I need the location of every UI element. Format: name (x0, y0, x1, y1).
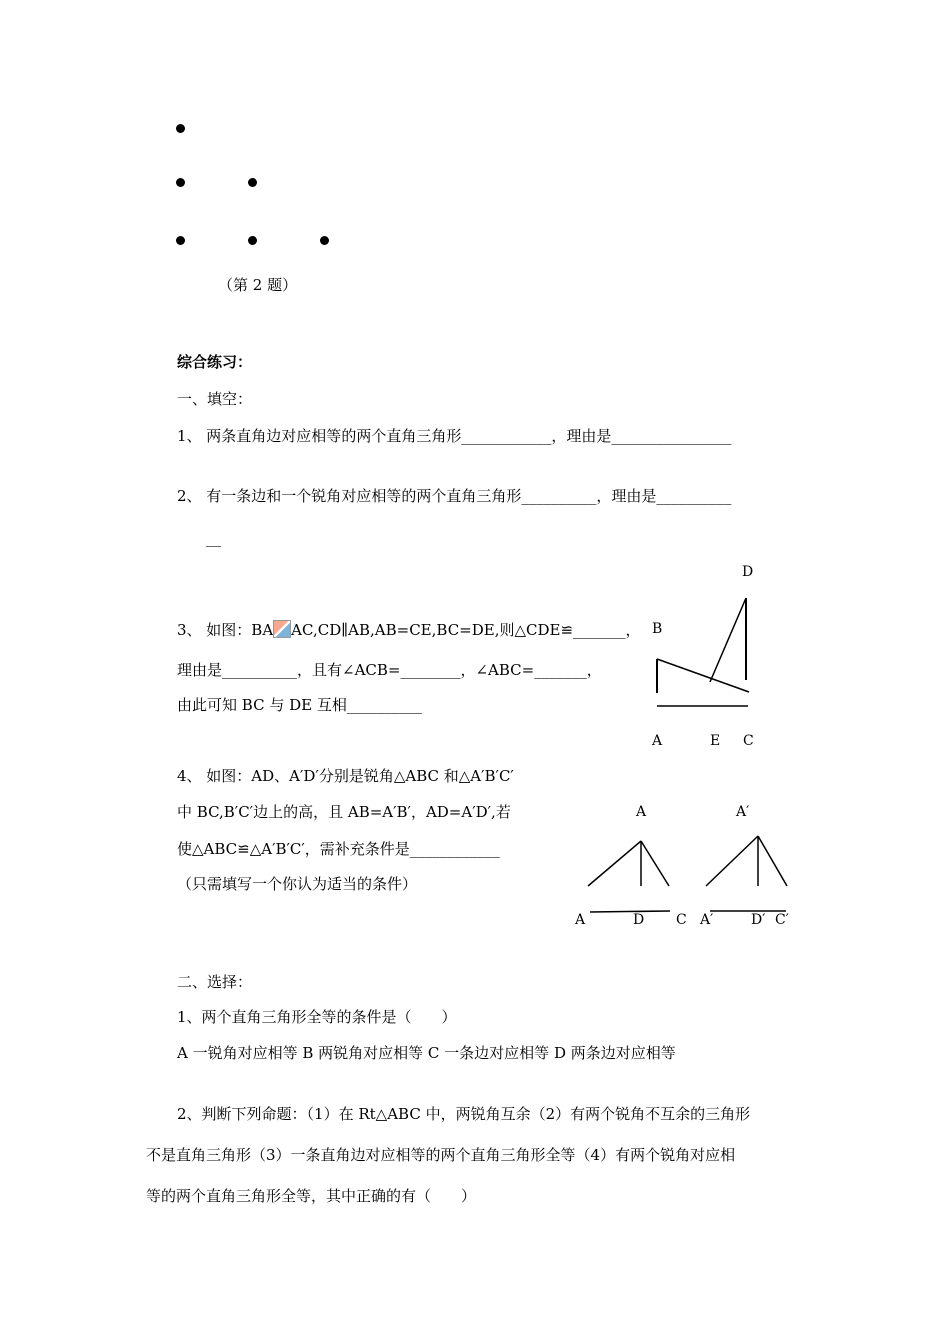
fig3-label-C: C (743, 733, 754, 749)
fig3-label-D: D (742, 564, 754, 580)
question-3-line-2: 理由是__________，且有∠ACB=________，∠ABC=_______， (177, 661, 602, 679)
tri2-side-AC (758, 836, 787, 886)
tri1-side-AC (641, 841, 669, 886)
choice-heading: 二、选择： (177, 973, 253, 991)
dot (176, 236, 185, 245)
perpendicular-image-icon (273, 620, 291, 638)
fig4-label-C2: C′ (775, 912, 789, 928)
fig4-label-D2: D′ (751, 912, 766, 928)
fig4-label-A-top: A (636, 804, 647, 820)
question-2-line-1: 2、 有一条边和一个锐角对应相等的两个直角三角形__________，理由是__________ (177, 487, 732, 505)
fig4-label-D: D (633, 912, 645, 928)
fig4-label-A2-top: A′ (736, 804, 750, 820)
fig4-label-C: C (676, 912, 687, 928)
dot (176, 178, 185, 187)
choice-question-2-line-2: 不是直角三角形（3）一条直角边对应相等的两个直角三角形全等（4）有两个锐角对应相 (146, 1146, 736, 1164)
question-2-line-2: __ (206, 529, 221, 547)
choice-question-2-line-1: 2、判断下列命题：（1）在 Rt△ABC 中，两锐角互余（2）有两个锐角不互余的三角形 (177, 1105, 751, 1123)
dot (248, 236, 257, 245)
line-BC (657, 659, 749, 692)
dot (320, 236, 329, 245)
section-title: 综合练习： (177, 353, 253, 371)
choice-question-1: 1、两个直角三角形全等的条件是（ ） (177, 1008, 457, 1026)
fig3-label-A: A (652, 733, 663, 749)
question-3-text-b: AC,CD∥AB,AB=CE,BC=DE,则△CDE≌_______， (291, 621, 641, 639)
line-DE (710, 598, 746, 682)
fig3-label-E: E (710, 733, 721, 749)
choice-question-1-options: A 一锐角对应相等 B 两锐角对应相等 C 一条边对应相等 D 两条边对应相等 (177, 1044, 676, 1062)
fig4-label-A-left: A (575, 912, 586, 928)
tri2-side-AB (706, 836, 758, 886)
question-3-text-a: 3、 如图：BA (177, 621, 274, 639)
fig4-label-A2-left: A′ (700, 912, 714, 928)
figure-caption: （第 2 题） (218, 276, 298, 294)
tri1-base-BC (590, 911, 670, 912)
dot (176, 124, 185, 133)
question-4-line-3: 使△ABC≌△A′B′C′，需补充条件是____________ (177, 840, 500, 858)
question-1: 1、 两条直角边对应相等的两个直角三角形____________，理由是________________ (177, 427, 732, 445)
tri1-side-AB (588, 841, 641, 886)
fig3-label-B: B (652, 621, 663, 637)
question-4-line-2: 中 BC,B′C′边上的高，且 AB=A′B′，AD=A′D′,若 (177, 803, 511, 821)
question-3-line-1 (177, 620, 641, 640)
choice-question-2-line-3: 等的两个直角三角形全等，其中正确的有（ ） (146, 1187, 477, 1205)
dot (248, 178, 257, 187)
question-4-line-4: （只需填写一个你认为适当的条件） (177, 875, 418, 893)
question-3-line-3: 由此可知 BC 与 DE 互相__________ (177, 696, 422, 714)
fill-heading: 一、填空： (177, 390, 253, 408)
question-4-line-1: 4、 如图：AD、A′D′分别是锐角△ABC 和△A′B′C′ (177, 767, 514, 785)
